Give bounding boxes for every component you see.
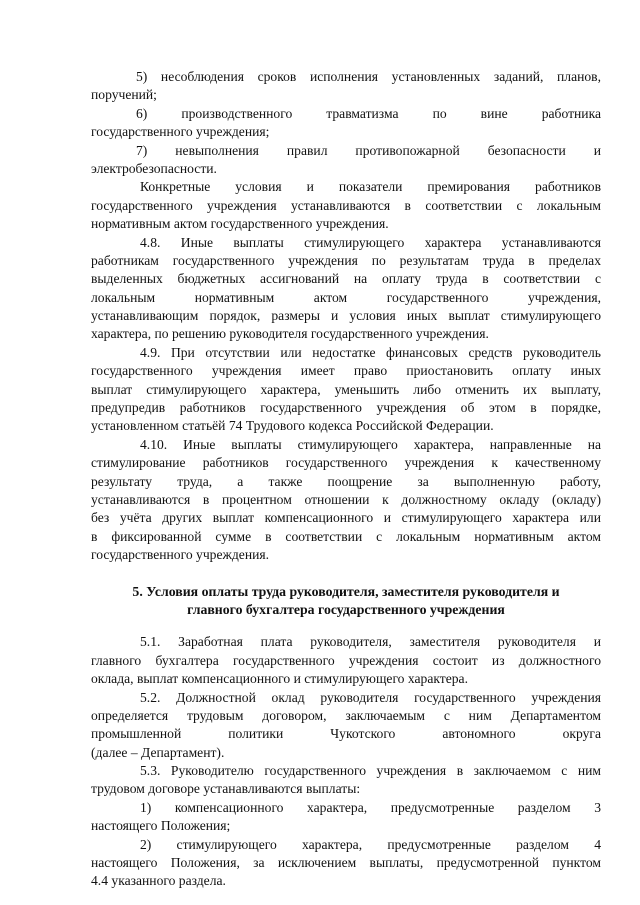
text-line: устанавливаются в процентном отношении к должностному окладу (окладу) <box>91 491 601 507</box>
text-line: электробезопасности. <box>91 160 217 176</box>
text-line: трудовом договоре устанавливаются выплаты: <box>91 781 361 797</box>
text-line: настоящего Положения, за исключением выплаты, предусмотренной пунктом <box>91 855 601 871</box>
text-line: локальным нормативным актом государственного учреждения, <box>91 289 601 305</box>
text-line: устанавливающим порядок, размеры и условия иных выплат стимулирующего <box>91 308 601 324</box>
text-line: результату труда, а также поощрение за выполненную работу, <box>91 473 601 489</box>
text-line: 4.9. При отсутствии или недостатке финансовых средств руководитель <box>140 344 601 360</box>
section-heading: 5. Условия оплаты труда руководителя, заместителя руководителя и <box>132 583 560 599</box>
text-line: государственного учреждения имеет право приостановить оплату иных <box>91 363 601 379</box>
text-line: характера, по решению руководителя государственного учреждения. <box>91 326 489 342</box>
text-line: 5) несоблюдения сроков исполнения установленных заданий, планов, <box>136 69 601 84</box>
text-line: 5.1. Заработная плата руководителя, заместителя руководителя и <box>140 634 601 650</box>
document-page <box>91 68 601 891</box>
text-line: работникам государственного учреждения по результатам труда в пределах <box>91 252 601 268</box>
text-line: в фиксированной сумме в соответствии с локальным нормативным актом <box>91 528 601 544</box>
text-line: 1) компенсационного характера, предусмотренные разделом 3 <box>140 799 601 815</box>
text-line: предупредив работников государственного учреждения об этом в порядке, <box>91 400 601 416</box>
text-line: нормативным актом государственного учреждения. <box>91 216 389 232</box>
text-line: 4.10. Иные выплаты стимулирующего характера, направленные на <box>140 436 601 452</box>
text-line: 7) невыполнения правил противопожарной безопасности и <box>136 142 601 158</box>
text-line: (далее – Департамент). <box>91 744 225 760</box>
text-line: 5.3. Руководителю государственного учреждения в заключаемом с ним <box>140 763 601 779</box>
text-line: государственного учреждения. <box>91 547 270 563</box>
text-line: выделенных бюджетных ассигнований на оплату труда в соответствии с <box>91 271 601 287</box>
text-line: выплат стимулирующего характера, уменьшить либо отменить их выплату, <box>91 381 601 397</box>
section-heading: главного бухгалтера государственного учреждения <box>187 601 505 617</box>
text-line: без учёта других выплат компенсационного и стимулирующего характера или <box>91 510 601 526</box>
text-line: установленном статьёй 74 Трудового кодекса Российской Федерации. <box>91 418 494 434</box>
text-line: промышленной политики Чукотского автономного округа <box>91 726 601 742</box>
text-line: 6) производственного травматизма по вине работника <box>136 105 601 121</box>
text-line: оклада, выплат компенсационного и стимулирующего характера. <box>91 671 468 687</box>
text-line: 4.4 указанного раздела. <box>91 873 226 889</box>
text-line: главного бухгалтера государственного учреждения состоит из должностного <box>91 652 601 668</box>
text-line: Конкретные условия и показатели премирования работников <box>140 179 601 195</box>
text-line: государственного учреждения; <box>91 124 270 140</box>
text-line: определяется трудовым договором, заключаемым с ним Департаментом <box>91 707 601 723</box>
text-line: 5.2. Должностной оклад руководителя государственного учреждения <box>140 689 601 705</box>
text-line: стимулирование работников государственного учреждения к качественному <box>91 455 601 471</box>
text-line: настоящего Положения; <box>91 818 231 834</box>
text-line: 2) стимулирующего характера, предусмотренные разделом 4 <box>140 836 601 852</box>
text-line: поручений; <box>91 87 157 103</box>
text-line: государственного учреждения устанавливаются в соответствии с локальным <box>91 197 601 213</box>
text-line: 4.8. Иные выплаты стимулирующего характера устанавливаются <box>140 234 601 250</box>
